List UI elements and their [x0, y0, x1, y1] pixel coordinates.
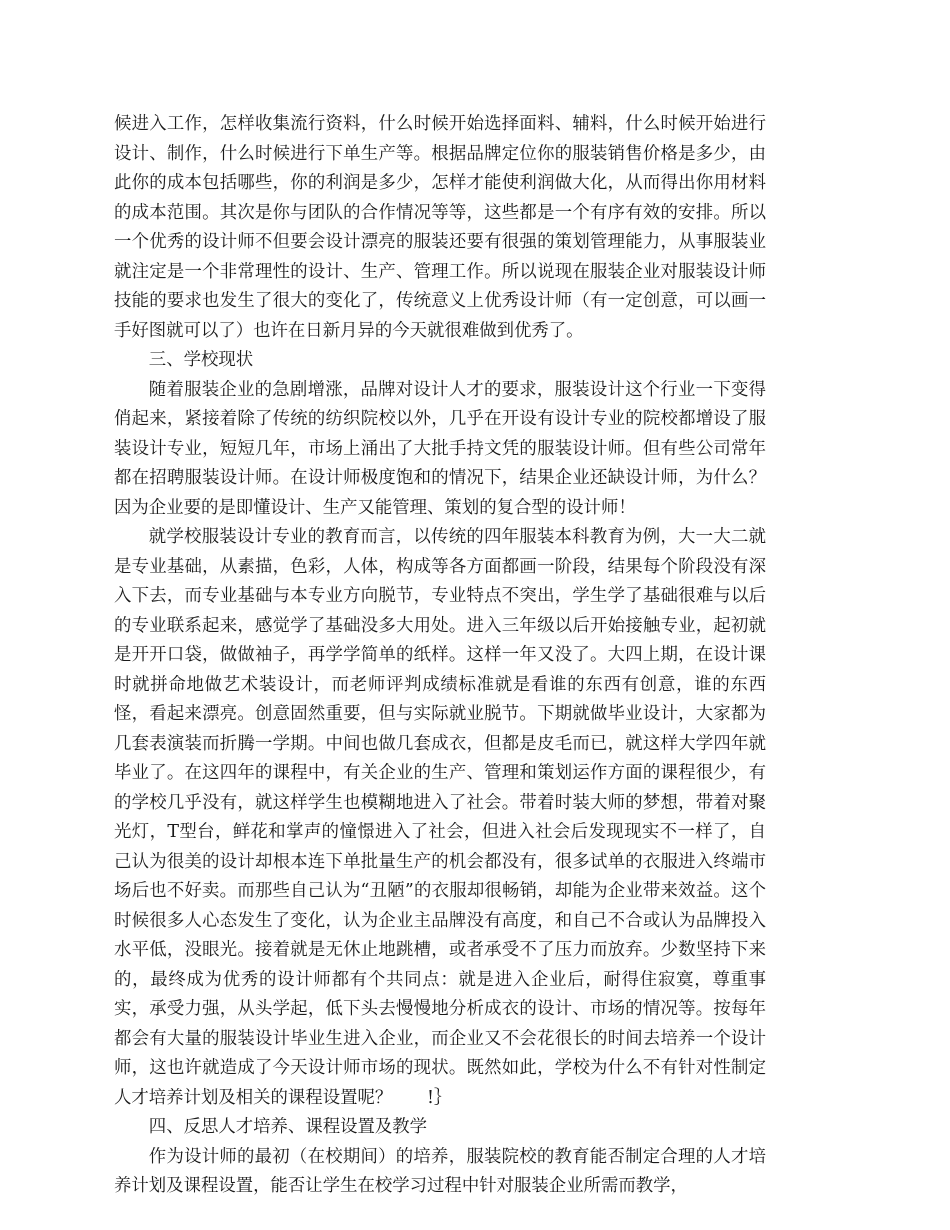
paragraph-continued: 候进入工作，怎样收集流行资料，什么时候开始选择面料、辅料，什么时候开始进行设计、制作，什么时候进行下单生产等。根据品牌定位你的服装销售价格是多少，由此你的成本包括哪些，你的利润是多少，怎样才能使利润做大化，从而得出你用材料的成本范围。其次是你与团队的合作情况等等，这些都是一个有序有效的安排。所以一个优秀的设计师不但要会设计漂亮的服装还要有很强的策划管理能力，从事服装业就注定是一个非常理性的设计、生产、管理工作。所以说现在服装企业对服装设计师技能的要求也发生了很大的变化了，传统意义上优秀设计师（有一定创意，可以画一手好图就可以了）也许在日新月异的今天就很难做到优秀了。	[114, 114, 766, 341]
paragraph-training: 作为设计师的最初（在校期间）的培养，服装院校的教育能否制定合理的人才培养计划及课程设置，能否让学生在校学习过程中针对服装企业所需而教学，	[114, 1146, 766, 1196]
document-page	[114, 110, 766, 1202]
paragraph-industry-demand: 随着服装企业的急剧增涨，品牌对设计人才的要求，服装设计这个行业一下变得俏起来，紧接着除了传统的纺织院校以外，几乎在开设有设计专业的院校都增设了服装设计专业，短短几年，市场上涌出了大批手持文凭的服装设计师。但有些公司常年都在招聘服装设计师。在设计师极度饱和的情况下，结果企业还缺设计师，为什么？因为企业要的是即懂设计、生产又能管理、策划的复合型的设计师！	[114, 379, 766, 518]
section-heading-reflection: 四、反思人才培养、课程设置及教学	[148, 1117, 428, 1137]
paragraph-school-education: 就学校服装设计专业的教育而言，以传统的四年服装本科教育为例，大一大二就是专业基础，从素描，色彩，人体，构成等各方面都画一阶段，结果每个阶段没有深入下去，而专业基础与本专业方向脱节，专业特点不突出，学生学了基础很难与以后的专业联系起来，感觉学了基础没多大用处。进入三年级以后开始接触专业，起初就是开开口袋，做做袖子，再学学简单的纸样。这样一年又没了。大四上期，在设计课时就拼命地做艺术装设计，而老师评判成绩标准就是看谁的东西有创意，谁的东西怪，看起来漂亮。创意固然重要，但与实际就业脱节。下期就做毕业设计，大家都为几套表演装而折腾一学期。中间也做几套成衣，但都是皮毛而已，就这样大学四年就毕业了。在这四年的课程中，有关企业的生产、管理和策划运作方面的课程很少，有的学校几乎没有，就这样学生也模糊地进入了社会。带着时装大师的梦想，带着对聚光灯，T型台，鲜花和掌声的憧憬进入了社会，但进入社会后发现现实不一样了，自己认为很美的设计却根本连下单批量生产的机会都没有，很多试单的衣服进入终端市场后也不好卖。而那些自己认为“丑陋”的衣服却很畅销，却能为企业带来效益。这个时候很多人心态发生了变化，认为企业主品牌没有高度，和自己不合或认为品牌投入水平低，没眼光。接着就是无休止地跳槽，或者承受不了压力而放弃。少数坚持下来的，最终成为优秀的设计师都有个共同点：就是进入企业后，耐得住寂寞，尊重事实，承受力强，从头学起，低下头去慢慢地分析成衣的设计、市场的情况等。按每年都会有大量的服装设计毕业生进入企业，而企业又不会花很长的时间去培养一个设计师，这也许就造成了今天设计师市场的现状。既然如此，学校为什么不有针对性制定人才培养计划及相关的课程设置呢？ !｝	[114, 527, 766, 1108]
section-heading-school-status: 三、学校现状	[148, 350, 254, 370]
